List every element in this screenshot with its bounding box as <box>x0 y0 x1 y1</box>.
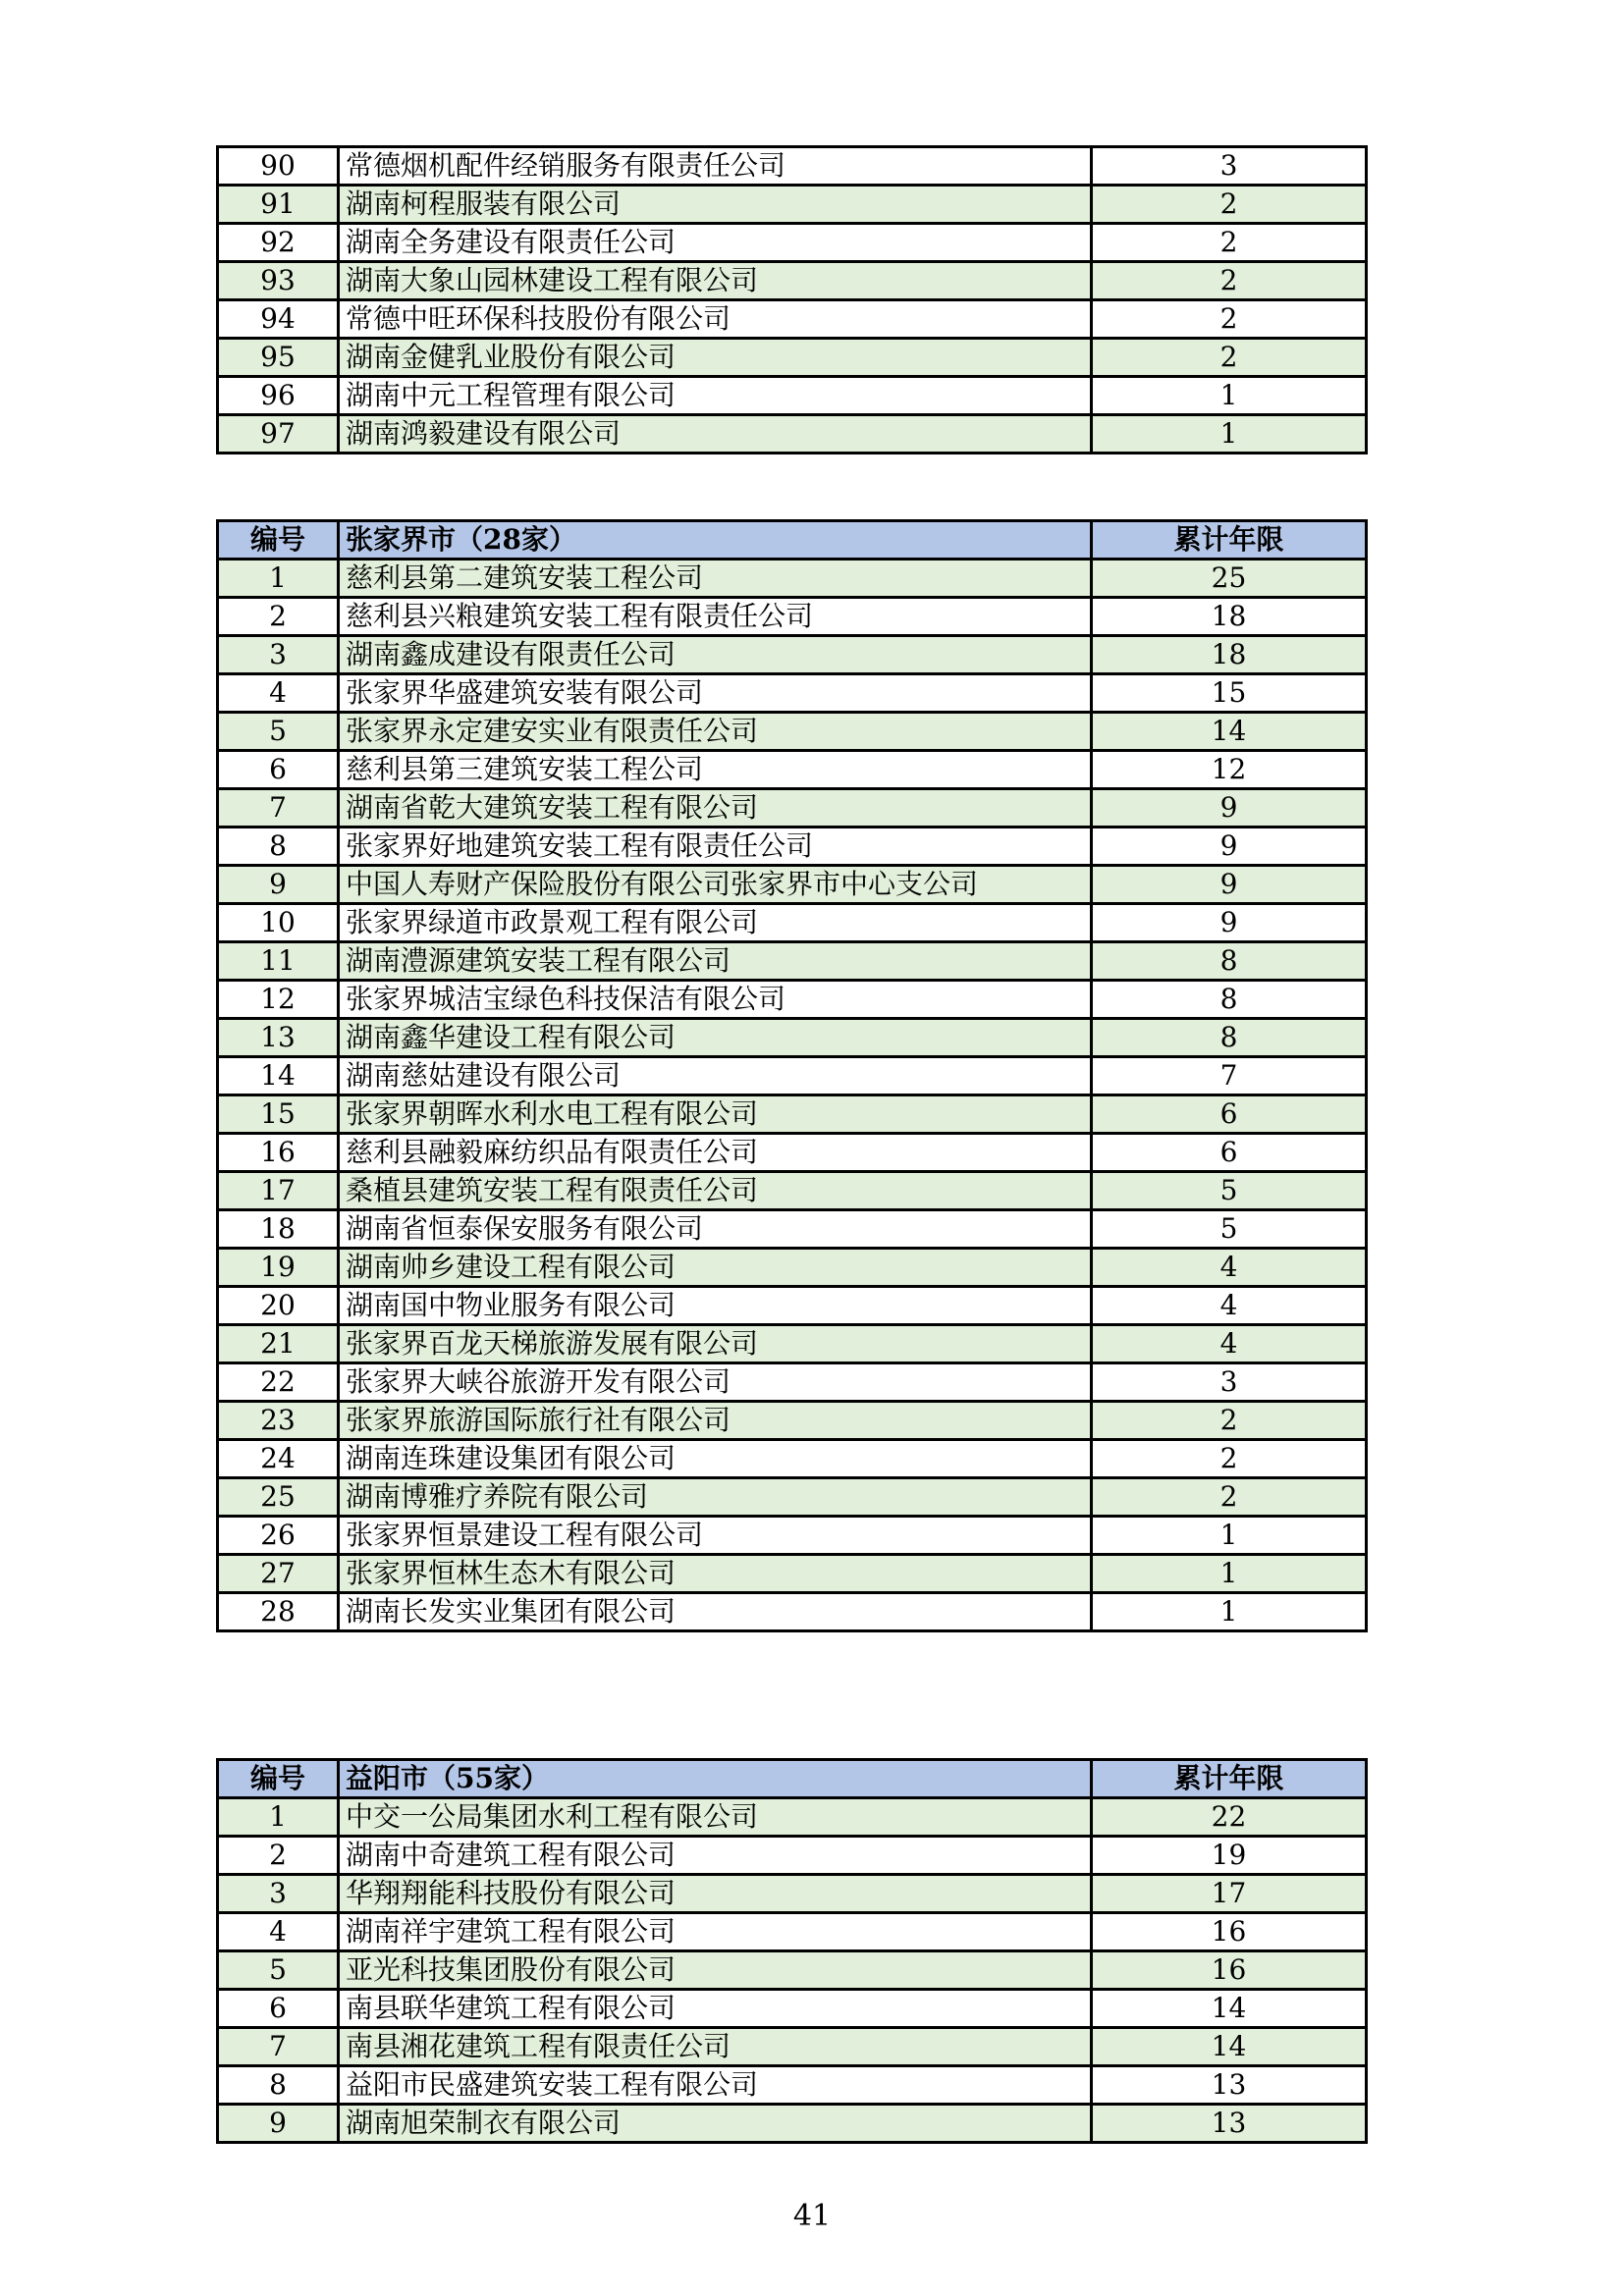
table-row <box>218 598 1367 636</box>
cumulative-years: 3 <box>1092 147 1367 186</box>
table-row <box>218 2105 1367 2143</box>
table-row <box>218 981 1367 1019</box>
row-number: 5 <box>218 713 339 751</box>
cumulative-years: 9 <box>1092 866 1367 904</box>
cumulative-years: 1 <box>1092 1517 1367 1555</box>
cumulative-years: 2 <box>1092 1478 1367 1517</box>
company-name: 慈利县兴粮建筑安装工程有限责任公司 <box>339 598 1092 636</box>
cumulative-years: 1 <box>1092 1593 1367 1631</box>
company-name: 张家界城洁宝绿色科技保洁有限公司 <box>339 981 1092 1019</box>
row-number: 27 <box>218 1555 339 1593</box>
cumulative-years: 13 <box>1092 2105 1367 2143</box>
row-number: 9 <box>218 866 339 904</box>
company-name: 桑植县建筑安装工程有限责任公司 <box>339 1172 1092 1210</box>
table-row <box>218 1134 1367 1172</box>
table-row <box>218 1555 1367 1593</box>
table-row <box>218 1210 1367 1249</box>
header-years: 累计年限 <box>1092 1760 1367 1798</box>
row-number: 96 <box>218 377 339 415</box>
table-row <box>218 147 1367 186</box>
company-name: 湖南博雅疗养院有限公司 <box>339 1478 1092 1517</box>
company-name: 益阳市民盛建筑安装工程有限公司 <box>339 2066 1092 2105</box>
cumulative-years: 2 <box>1092 1402 1367 1440</box>
table-row <box>218 828 1367 866</box>
zhangjiajie-table <box>216 519 1368 1632</box>
company-name: 湖南鑫成建设有限责任公司 <box>339 636 1092 674</box>
header-number: 编号 <box>218 521 339 560</box>
row-number: 21 <box>218 1325 339 1363</box>
cumulative-years: 8 <box>1092 981 1367 1019</box>
row-number: 10 <box>218 904 339 942</box>
cumulative-years: 17 <box>1092 1875 1367 1913</box>
table-row <box>218 186 1367 224</box>
table-row <box>218 1517 1367 1555</box>
row-number: 3 <box>218 1875 339 1913</box>
cumulative-years: 9 <box>1092 828 1367 866</box>
company-name: 湖南帅乡建设工程有限公司 <box>339 1249 1092 1287</box>
table-row <box>218 1095 1367 1134</box>
cumulative-years: 1 <box>1092 377 1367 415</box>
table-row <box>218 224 1367 262</box>
table-row <box>218 1440 1367 1478</box>
table-row <box>218 789 1367 828</box>
row-number: 17 <box>218 1172 339 1210</box>
company-name: 南县联华建筑工程有限公司 <box>339 1990 1092 2028</box>
header-number: 编号 <box>218 1760 339 1798</box>
table-row <box>218 1478 1367 1517</box>
cumulative-years: 4 <box>1092 1325 1367 1363</box>
row-number: 95 <box>218 339 339 377</box>
cumulative-years: 14 <box>1092 1990 1367 2028</box>
company-name: 湖南慈姑建设有限公司 <box>339 1057 1092 1095</box>
table-row <box>218 1057 1367 1095</box>
company-name: 张家界恒林生态木有限公司 <box>339 1555 1092 1593</box>
company-name: 湖南省乾大建筑安装工程有限公司 <box>339 789 1092 828</box>
row-number: 23 <box>218 1402 339 1440</box>
row-number: 24 <box>218 1440 339 1478</box>
row-number: 18 <box>218 1210 339 1249</box>
cumulative-years: 25 <box>1092 560 1367 598</box>
cumulative-years: 12 <box>1092 751 1367 789</box>
row-number: 94 <box>218 300 339 339</box>
table-row <box>218 1875 1367 1913</box>
table-row <box>218 904 1367 942</box>
company-name: 华翔翔能科技股份有限公司 <box>339 1875 1092 1913</box>
table-row <box>218 1913 1367 1951</box>
row-number: 6 <box>218 751 339 789</box>
cumulative-years: 5 <box>1092 1210 1367 1249</box>
table-row <box>218 1593 1367 1631</box>
row-number: 8 <box>218 2066 339 2105</box>
row-number: 28 <box>218 1593 339 1631</box>
company-name: 中交一公局集团水利工程有限公司 <box>339 1798 1092 1837</box>
row-number: 6 <box>218 1990 339 2028</box>
cumulative-years: 9 <box>1092 789 1367 828</box>
company-name: 湖南连珠建设集团有限公司 <box>339 1440 1092 1478</box>
table-row <box>218 1363 1367 1402</box>
table-row <box>218 1402 1367 1440</box>
row-number: 3 <box>218 636 339 674</box>
row-number: 22 <box>218 1363 339 1402</box>
row-number: 97 <box>218 415 339 454</box>
company-name: 张家界恒景建设工程有限公司 <box>339 1517 1092 1555</box>
company-name: 湖南祥宇建筑工程有限公司 <box>339 1913 1092 1951</box>
cumulative-years: 6 <box>1092 1095 1367 1134</box>
table-row <box>218 262 1367 300</box>
cumulative-years: 19 <box>1092 1837 1367 1875</box>
company-name: 亚光科技集团股份有限公司 <box>339 1951 1092 1990</box>
cumulative-years: 1 <box>1092 415 1367 454</box>
company-name: 湖南鑫华建设工程有限公司 <box>339 1019 1092 1057</box>
cumulative-years: 13 <box>1092 2066 1367 2105</box>
table-row <box>218 1249 1367 1287</box>
company-name: 湖南中奇建筑工程有限公司 <box>339 1837 1092 1875</box>
company-name: 张家界百龙天梯旅游发展有限公司 <box>339 1325 1092 1363</box>
cumulative-years: 5 <box>1092 1172 1367 1210</box>
row-number: 4 <box>218 674 339 713</box>
row-number: 16 <box>218 1134 339 1172</box>
company-table-continued <box>216 145 1368 454</box>
cumulative-years: 14 <box>1092 2028 1367 2066</box>
cumulative-years: 8 <box>1092 1019 1367 1057</box>
cumulative-years: 14 <box>1092 713 1367 751</box>
header-years: 累计年限 <box>1092 521 1367 560</box>
cumulative-years: 2 <box>1092 300 1367 339</box>
table-row <box>218 751 1367 789</box>
cumulative-years: 15 <box>1092 674 1367 713</box>
row-number: 90 <box>218 147 339 186</box>
row-number: 93 <box>218 262 339 300</box>
table-header-row <box>218 1760 1367 1798</box>
cumulative-years: 16 <box>1092 1913 1367 1951</box>
company-name: 湖南国中物业服务有限公司 <box>339 1287 1092 1325</box>
company-name: 湖南柯程服装有限公司 <box>339 186 1092 224</box>
table-row <box>218 1019 1367 1057</box>
table-row <box>218 1172 1367 1210</box>
row-number: 2 <box>218 1837 339 1875</box>
row-number: 25 <box>218 1478 339 1517</box>
row-number: 14 <box>218 1057 339 1095</box>
cumulative-years: 9 <box>1092 904 1367 942</box>
company-name: 湖南大象山园林建设工程有限公司 <box>339 262 1092 300</box>
company-name: 张家界旅游国际旅行社有限公司 <box>339 1402 1092 1440</box>
cumulative-years: 2 <box>1092 262 1367 300</box>
row-number: 11 <box>218 942 339 981</box>
company-name: 湖南澧源建筑安装工程有限公司 <box>339 942 1092 981</box>
table-row <box>218 942 1367 981</box>
company-name: 慈利县第三建筑安装工程公司 <box>339 751 1092 789</box>
cumulative-years: 4 <box>1092 1287 1367 1325</box>
table-row <box>218 1325 1367 1363</box>
table-row <box>218 300 1367 339</box>
company-name: 张家界永定建安实业有限责任公司 <box>339 713 1092 751</box>
cumulative-years: 2 <box>1092 339 1367 377</box>
table-row <box>218 339 1367 377</box>
cumulative-years: 16 <box>1092 1951 1367 1990</box>
row-number: 9 <box>218 2105 339 2143</box>
table-row <box>218 560 1367 598</box>
row-number: 91 <box>218 186 339 224</box>
company-name: 常德烟机配件经销服务有限责任公司 <box>339 147 1092 186</box>
table-row <box>218 674 1367 713</box>
table-row <box>218 866 1367 904</box>
company-name: 张家界大峡谷旅游开发有限公司 <box>339 1363 1092 1402</box>
table-row <box>218 1951 1367 1990</box>
table-row <box>218 1287 1367 1325</box>
row-number: 5 <box>218 1951 339 1990</box>
cumulative-years: 2 <box>1092 1440 1367 1478</box>
company-name: 南县湘花建筑工程有限责任公司 <box>339 2028 1092 2066</box>
row-number: 12 <box>218 981 339 1019</box>
row-number: 7 <box>218 789 339 828</box>
row-number: 19 <box>218 1249 339 1287</box>
company-name: 张家界好地建筑安装工程有限责任公司 <box>339 828 1092 866</box>
cumulative-years: 22 <box>1092 1798 1367 1837</box>
cumulative-years: 1 <box>1092 1555 1367 1593</box>
cumulative-years: 2 <box>1092 186 1367 224</box>
row-number: 7 <box>218 2028 339 2066</box>
company-name: 常德中旺环保科技股份有限公司 <box>339 300 1092 339</box>
company-name: 湖南省恒泰保安服务有限公司 <box>339 1210 1092 1249</box>
header-city: 益阳市（55家） <box>339 1760 1092 1798</box>
row-number: 13 <box>218 1019 339 1057</box>
cumulative-years: 4 <box>1092 1249 1367 1287</box>
cumulative-years: 6 <box>1092 1134 1367 1172</box>
table-row <box>218 1837 1367 1875</box>
company-name: 张家界华盛建筑安装有限公司 <box>339 674 1092 713</box>
table-row <box>218 713 1367 751</box>
row-number: 8 <box>218 828 339 866</box>
page-number: 41 <box>792 2199 832 2233</box>
row-number: 20 <box>218 1287 339 1325</box>
table-row <box>218 377 1367 415</box>
cumulative-years: 18 <box>1092 636 1367 674</box>
yiyang-table <box>216 1758 1368 2144</box>
table-header-row <box>218 521 1367 560</box>
table-row <box>218 1798 1367 1837</box>
company-name: 慈利县融毅麻纺织品有限责任公司 <box>339 1134 1092 1172</box>
cumulative-years: 3 <box>1092 1363 1367 1402</box>
company-name: 湖南旭荣制衣有限公司 <box>339 2105 1092 2143</box>
cumulative-years: 18 <box>1092 598 1367 636</box>
company-name: 湖南鸿毅建设有限公司 <box>339 415 1092 454</box>
table-row <box>218 1990 1367 2028</box>
company-name: 湖南金健乳业股份有限公司 <box>339 339 1092 377</box>
row-number: 92 <box>218 224 339 262</box>
header-city: 张家界市（28家） <box>339 521 1092 560</box>
company-name: 湖南长发实业集团有限公司 <box>339 1593 1092 1631</box>
row-number: 15 <box>218 1095 339 1134</box>
table-row <box>218 2028 1367 2066</box>
company-name: 湖南全务建设有限责任公司 <box>339 224 1092 262</box>
cumulative-years: 8 <box>1092 942 1367 981</box>
company-name: 中国人寿财产保险股份有限公司张家界市中心支公司 <box>339 866 1092 904</box>
company-name: 湖南中元工程管理有限公司 <box>339 377 1092 415</box>
cumulative-years: 2 <box>1092 224 1367 262</box>
company-name: 张家界绿道市政景观工程有限公司 <box>339 904 1092 942</box>
row-number: 26 <box>218 1517 339 1555</box>
company-name: 慈利县第二建筑安装工程公司 <box>339 560 1092 598</box>
table-row <box>218 415 1367 454</box>
row-number: 1 <box>218 560 339 598</box>
cumulative-years: 7 <box>1092 1057 1367 1095</box>
row-number: 2 <box>218 598 339 636</box>
table-row <box>218 636 1367 674</box>
row-number: 4 <box>218 1913 339 1951</box>
row-number: 1 <box>218 1798 339 1837</box>
table-row <box>218 2066 1367 2105</box>
company-name: 张家界朝晖水利水电工程有限公司 <box>339 1095 1092 1134</box>
